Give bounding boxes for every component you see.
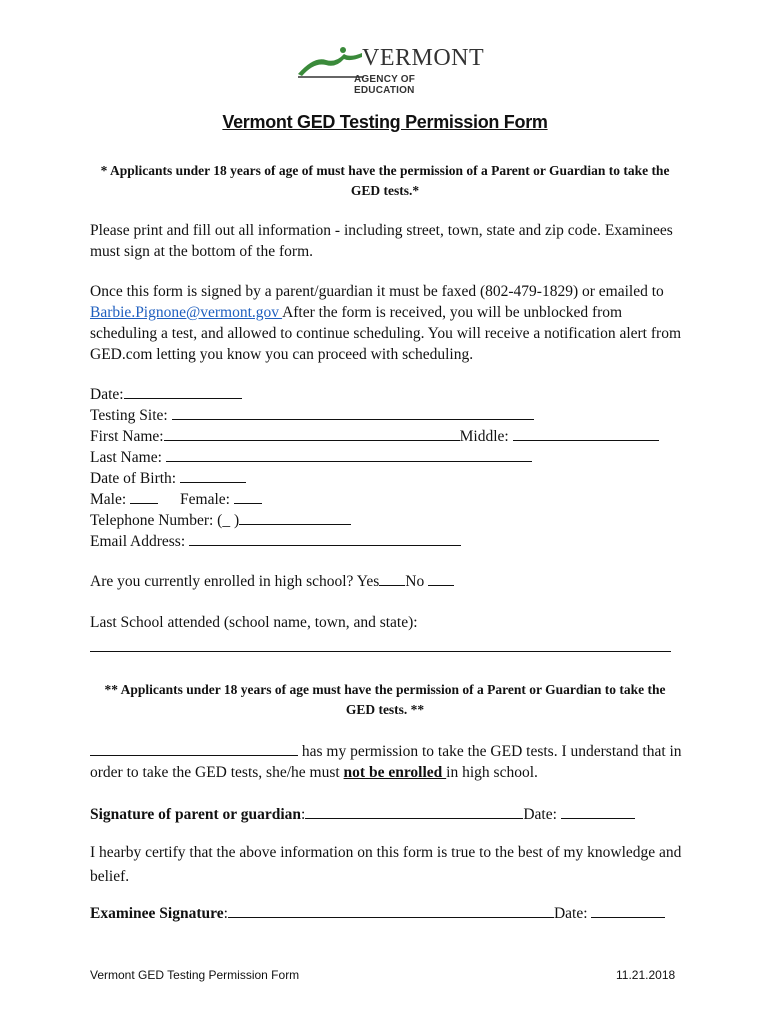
notice-top: * Applicants under 18 years of age of must have the permission of a Parent or Guardian to take the GED tests.* — [100, 163, 670, 198]
male-label: Male: — [90, 491, 131, 508]
female-blank[interactable] — [234, 488, 262, 504]
parent-signature-colon: : — [301, 806, 306, 823]
examinee-signature-row — [90, 902, 665, 923]
date-row — [90, 383, 659, 404]
first-name-blank[interactable] — [164, 425, 460, 441]
notice-bottom: ** Applicants under 18 years of age must have the permission of a Parent or Guardian to take the GED tests. ** — [104, 682, 666, 717]
mountain-logo-icon — [296, 44, 366, 78]
permission-emphasis: not be enrolled — [343, 764, 447, 781]
testing-site-label: Testing Site: — [90, 407, 172, 424]
date-blank[interactable] — [124, 383, 242, 399]
instructions-text-end: After the form is received, you will be unblocked from scheduling a test, and allowed to continue scheduling. You will receive a notification alert from GED.com letting you know you can proceed with scheduling. — [90, 304, 681, 363]
examinee-date-blank[interactable] — [591, 902, 665, 918]
enrolled-no-blank[interactable] — [428, 570, 454, 586]
first-name-label: First Name: — [90, 428, 164, 445]
telephone-blank[interactable] — [239, 509, 351, 525]
page-title: Vermont GED Testing Permission Form — [222, 112, 548, 132]
enrolled-no-label: No — [405, 573, 429, 590]
applicant-fields — [90, 383, 659, 551]
dob-row — [90, 467, 659, 488]
male-blank[interactable] — [130, 488, 158, 504]
examinee-signature-blank[interactable] — [228, 902, 554, 918]
enrolled-yes-blank[interactable] — [379, 570, 405, 586]
parent-signature-label: Signature of parent or guardian — [90, 806, 301, 823]
last-name-blank[interactable] — [166, 446, 532, 462]
gender-row — [90, 488, 659, 509]
testing-site-blank[interactable] — [172, 404, 534, 420]
email-blank[interactable] — [189, 530, 461, 546]
last-name-label: Last Name: — [90, 449, 166, 466]
permission-statement — [90, 740, 690, 783]
parent-signature-blank[interactable] — [305, 803, 523, 819]
enrolled-question-text: Are you currently enrolled in high school? — [90, 573, 357, 590]
permission-text-1: has my permission to take the GED tests. I understand that in order to take the GED tests, she/he must — [90, 743, 682, 781]
last-school-label: Last School attended (school name, town, and state): — [90, 614, 418, 631]
enrolled-yes-label: Yes — [356, 573, 380, 590]
female-label: Female: — [180, 491, 234, 508]
instructions-paragraph-2 — [90, 281, 690, 365]
enrolled-question — [90, 570, 454, 591]
examinee-signature-label: Examinee Signature — [90, 905, 224, 922]
logo-wordmark: VERMONT — [362, 45, 485, 71]
email-link[interactable]: Barbie.Pignone@vermont.gov — [90, 304, 283, 321]
telephone-row — [90, 509, 659, 530]
dob-label: Date of Birth: — [90, 470, 180, 487]
parent-signature-row — [90, 803, 635, 824]
examinee-signature-colon: : — [223, 905, 228, 922]
middle-label: Middle: — [459, 428, 513, 445]
parent-date-blank[interactable] — [561, 803, 635, 819]
email-label: Email Address: — [90, 533, 190, 550]
instructions-text-start: Once this form is signed by a parent/guardian it must be faxed (802-479-1829) or emailed to — [90, 283, 664, 300]
instructions-paragraph-1: Please print and fill out all information - including street, town, state and zip code. Examinees must sign at the bottom of the form. — [90, 222, 673, 260]
middle-blank[interactable] — [513, 425, 659, 441]
testing-site-row — [90, 404, 659, 425]
last-name-row — [90, 446, 659, 467]
logo-agency: AGENCY OF EDUCATION — [354, 74, 416, 96]
vermont-aoe-logo — [296, 44, 485, 96]
footer-date: 11.21.2018 — [616, 968, 676, 982]
footer-title: Vermont GED Testing Permission Form — [90, 968, 300, 982]
telephone-label: Telephone Number: (_ ) — [90, 512, 240, 529]
examinee-date-label: Date: — [553, 905, 592, 922]
permission-text-2: in high school. — [446, 764, 538, 781]
last-school-blank[interactable] — [90, 651, 671, 652]
email-row — [90, 530, 659, 551]
dob-blank[interactable] — [180, 467, 246, 483]
applicant-name-blank[interactable] — [90, 740, 298, 756]
parent-date-label: Date: — [523, 806, 561, 823]
date-label: Date: — [90, 386, 124, 403]
certification-statement: I hearby certify that the above information on this form is true to the best of my knowledge and belief. — [90, 844, 682, 885]
name-row — [90, 425, 659, 446]
